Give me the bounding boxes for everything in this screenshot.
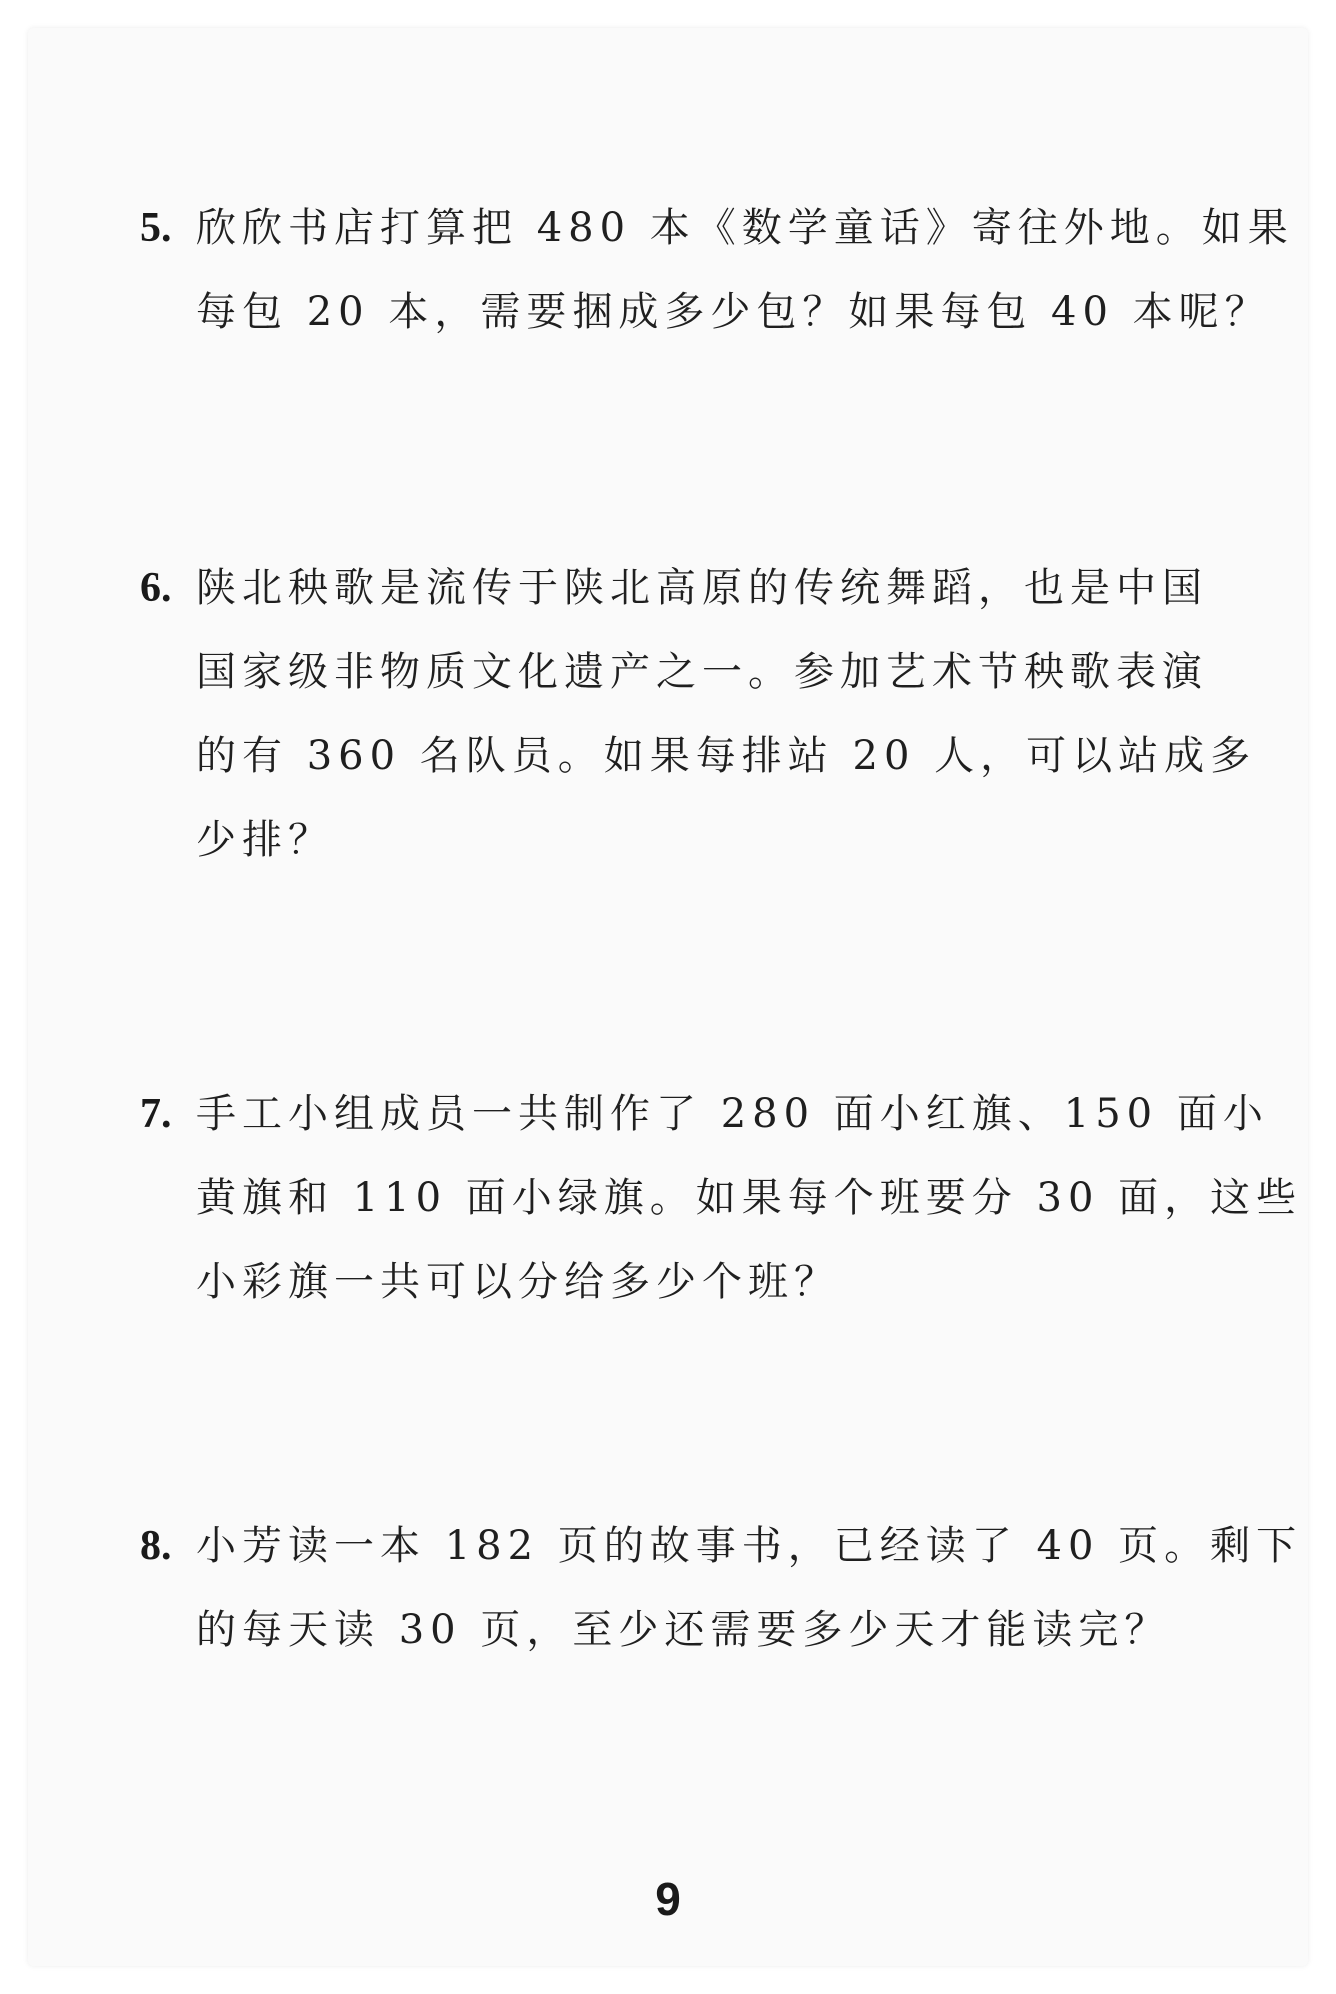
problem-number: 8. <box>140 1523 172 1569</box>
problem-8 <box>140 1504 1303 1672</box>
problem-text-line: 小芳读一本 182 页的故事书，已经读了 40 页。剩下 <box>196 1523 1303 1569</box>
problem-text-line: 的有 360 名队员。如果每排站 20 人，可以站成多 <box>196 733 1257 779</box>
problem-text-line: 欣欣书店打算把 480 本《数学童话》寄往外地。如果 <box>196 205 1294 251</box>
problem-text-line: 黄旗和 110 面小绿旗。如果每个班要分 30 面，这些 <box>196 1175 1303 1221</box>
problem-text-line: 的每天读 30 页，至少还需要多少天才能读完？ <box>196 1607 1171 1653</box>
problem-text-line: 少排？ <box>196 817 334 863</box>
textbook-page <box>28 28 1308 1966</box>
problem-7 <box>140 1072 1303 1324</box>
problem-number: 6. <box>140 565 172 611</box>
problem-6 <box>140 546 1257 882</box>
problem-text-line: 手工小组成员一共制作了 280 面小红旗、150 面小 <box>196 1091 1269 1137</box>
problem-text-line: 每包 20 本，需要捆成多少包？如果每包 40 本呢？ <box>196 289 1271 335</box>
problem-number: 7. <box>140 1091 172 1137</box>
problem-text-line: 小彩旗一共可以分给多少个班？ <box>196 1259 840 1305</box>
page-number: 9 <box>655 1873 681 1925</box>
problem-text-line: 陕北秧歌是流传于陕北高原的传统舞蹈，也是中国 <box>196 565 1208 611</box>
problem-text-line: 国家级非物质文化遗产之一。参加艺术节秧歌表演 <box>196 649 1208 695</box>
problem-number: 5. <box>140 205 172 251</box>
problem-5 <box>140 186 1294 354</box>
